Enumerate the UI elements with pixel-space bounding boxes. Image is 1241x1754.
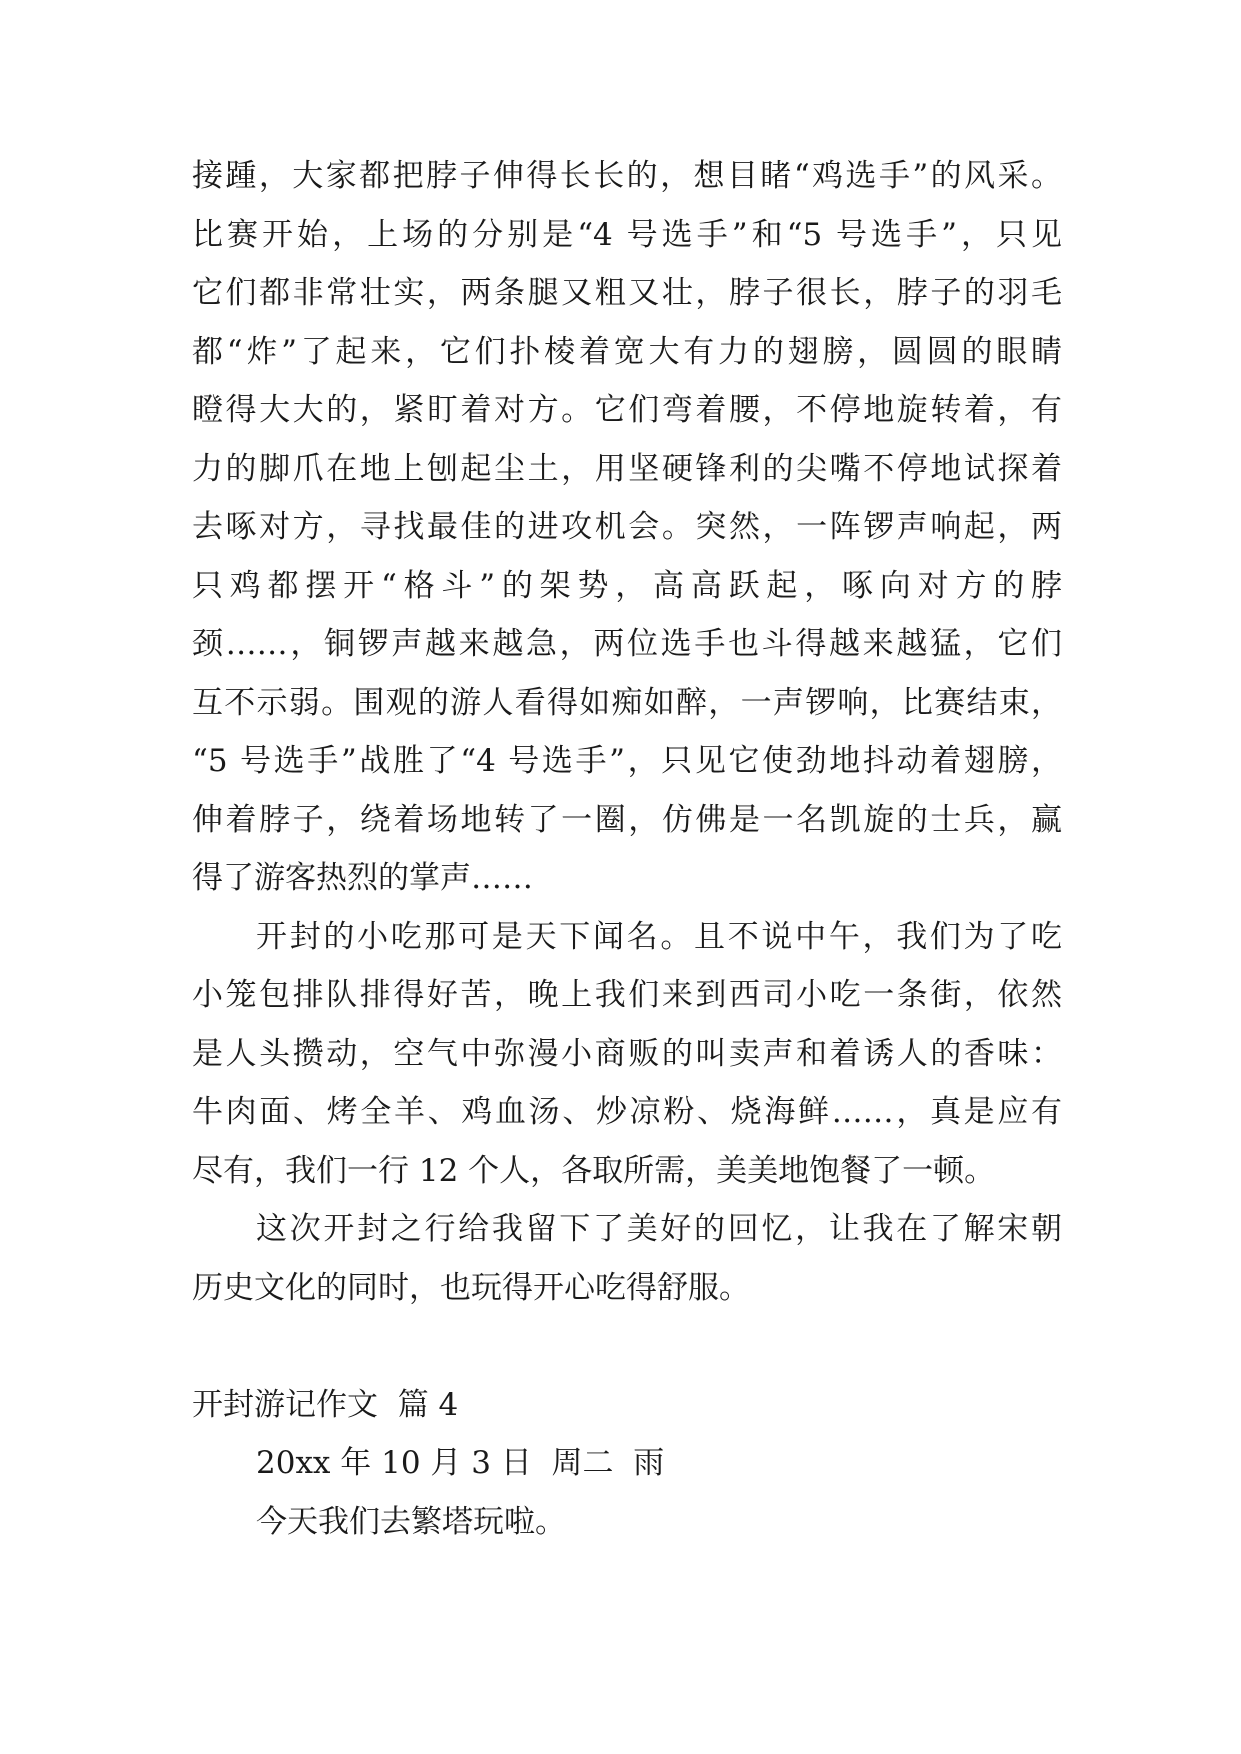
- text-line: 伸着脖子，绕着场地转了一圈，仿佛是一名凯旋的士兵，赢: [192, 801, 1062, 838]
- paragraph-conclusion: [192, 1200, 1062, 1317]
- text-line: “5 号选手”战胜了“4 号选手”，只见它使劲地抖动着翅膀，: [192, 743, 1062, 779]
- text-line: 历史文化的同时，也玩得开心吃得舒服。: [192, 1269, 750, 1306]
- text-line: 力的脚爪在地上刨起尘土，用坚硬锋利的尖嘴不停地试探着: [192, 450, 1062, 487]
- section-spacer: [192, 1317, 1062, 1376]
- paragraph-snacks: [192, 908, 1062, 1201]
- opening-sentence: 今天我们去繁塔玩啦。: [256, 1503, 566, 1540]
- paragraph-cockfight: [192, 147, 1062, 908]
- text-line: 瞪得大大的，紧盯着对方。它们弯着腰，不停地旋转着，有: [192, 392, 1062, 428]
- text-line: 小笼包排队排得好苦，晚上我们来到西司小吃一条街，依然: [192, 977, 1062, 1013]
- text-line: 互不示弱。围观的游人看得如痴如醉，一声锣响，比赛结束，: [192, 684, 1062, 721]
- text-line: 牛肉面、烤全羊、鸡血汤、炒凉粉、烧海鲜……，真是应有: [192, 1094, 1062, 1130]
- document-body: [192, 147, 1062, 1551]
- text-line: 得了游客热烈的掌声……: [192, 860, 533, 896]
- text-line: 比赛开始，上场的分别是“4 号选手”和“5 号选手”，只见: [192, 216, 1062, 253]
- date-line: 20xx 年 10 月 3 日 周二 雨: [256, 1445, 665, 1481]
- section-title: 开封游记作文 篇 4: [192, 1386, 459, 1423]
- text-line: 只鸡都摆开“格斗”的架势，高高跃起，啄向对方的脖: [192, 567, 1062, 604]
- text-line: 开封的小吃那可是天下闻名。且不说中午，我们为了吃: [256, 918, 1062, 955]
- text-line: 去啄对方，寻找最佳的进攻机会。突然，一阵锣声响起，两: [192, 509, 1062, 545]
- text-line: 颈……，铜锣声越来越急，两位选手也斗得越来越猛，它们: [192, 626, 1062, 662]
- text-line: 它们都非常壮实，两条腿又粗又壮，脖子很长，脖子的羽毛: [192, 275, 1062, 311]
- text-line: 都“炸”了起来，它们扑棱着宽大有力的翅膀，圆圆的眼睛: [192, 333, 1062, 370]
- text-line: 接踵，大家都把脖子伸得长长的，想目睹“鸡选手”的风采。: [192, 158, 1062, 194]
- text-line: 尽有，我们一行 12 个人，各取所需，美美地饱餐了一顿。: [192, 1152, 996, 1189]
- text-line: 是人头攒动，空气中弥漫小商贩的叫卖声和着诱人的香味：: [192, 1035, 1062, 1072]
- text-line: 这次开封之行给我留下了美好的回忆，让我在了解宋朝: [256, 1211, 1062, 1247]
